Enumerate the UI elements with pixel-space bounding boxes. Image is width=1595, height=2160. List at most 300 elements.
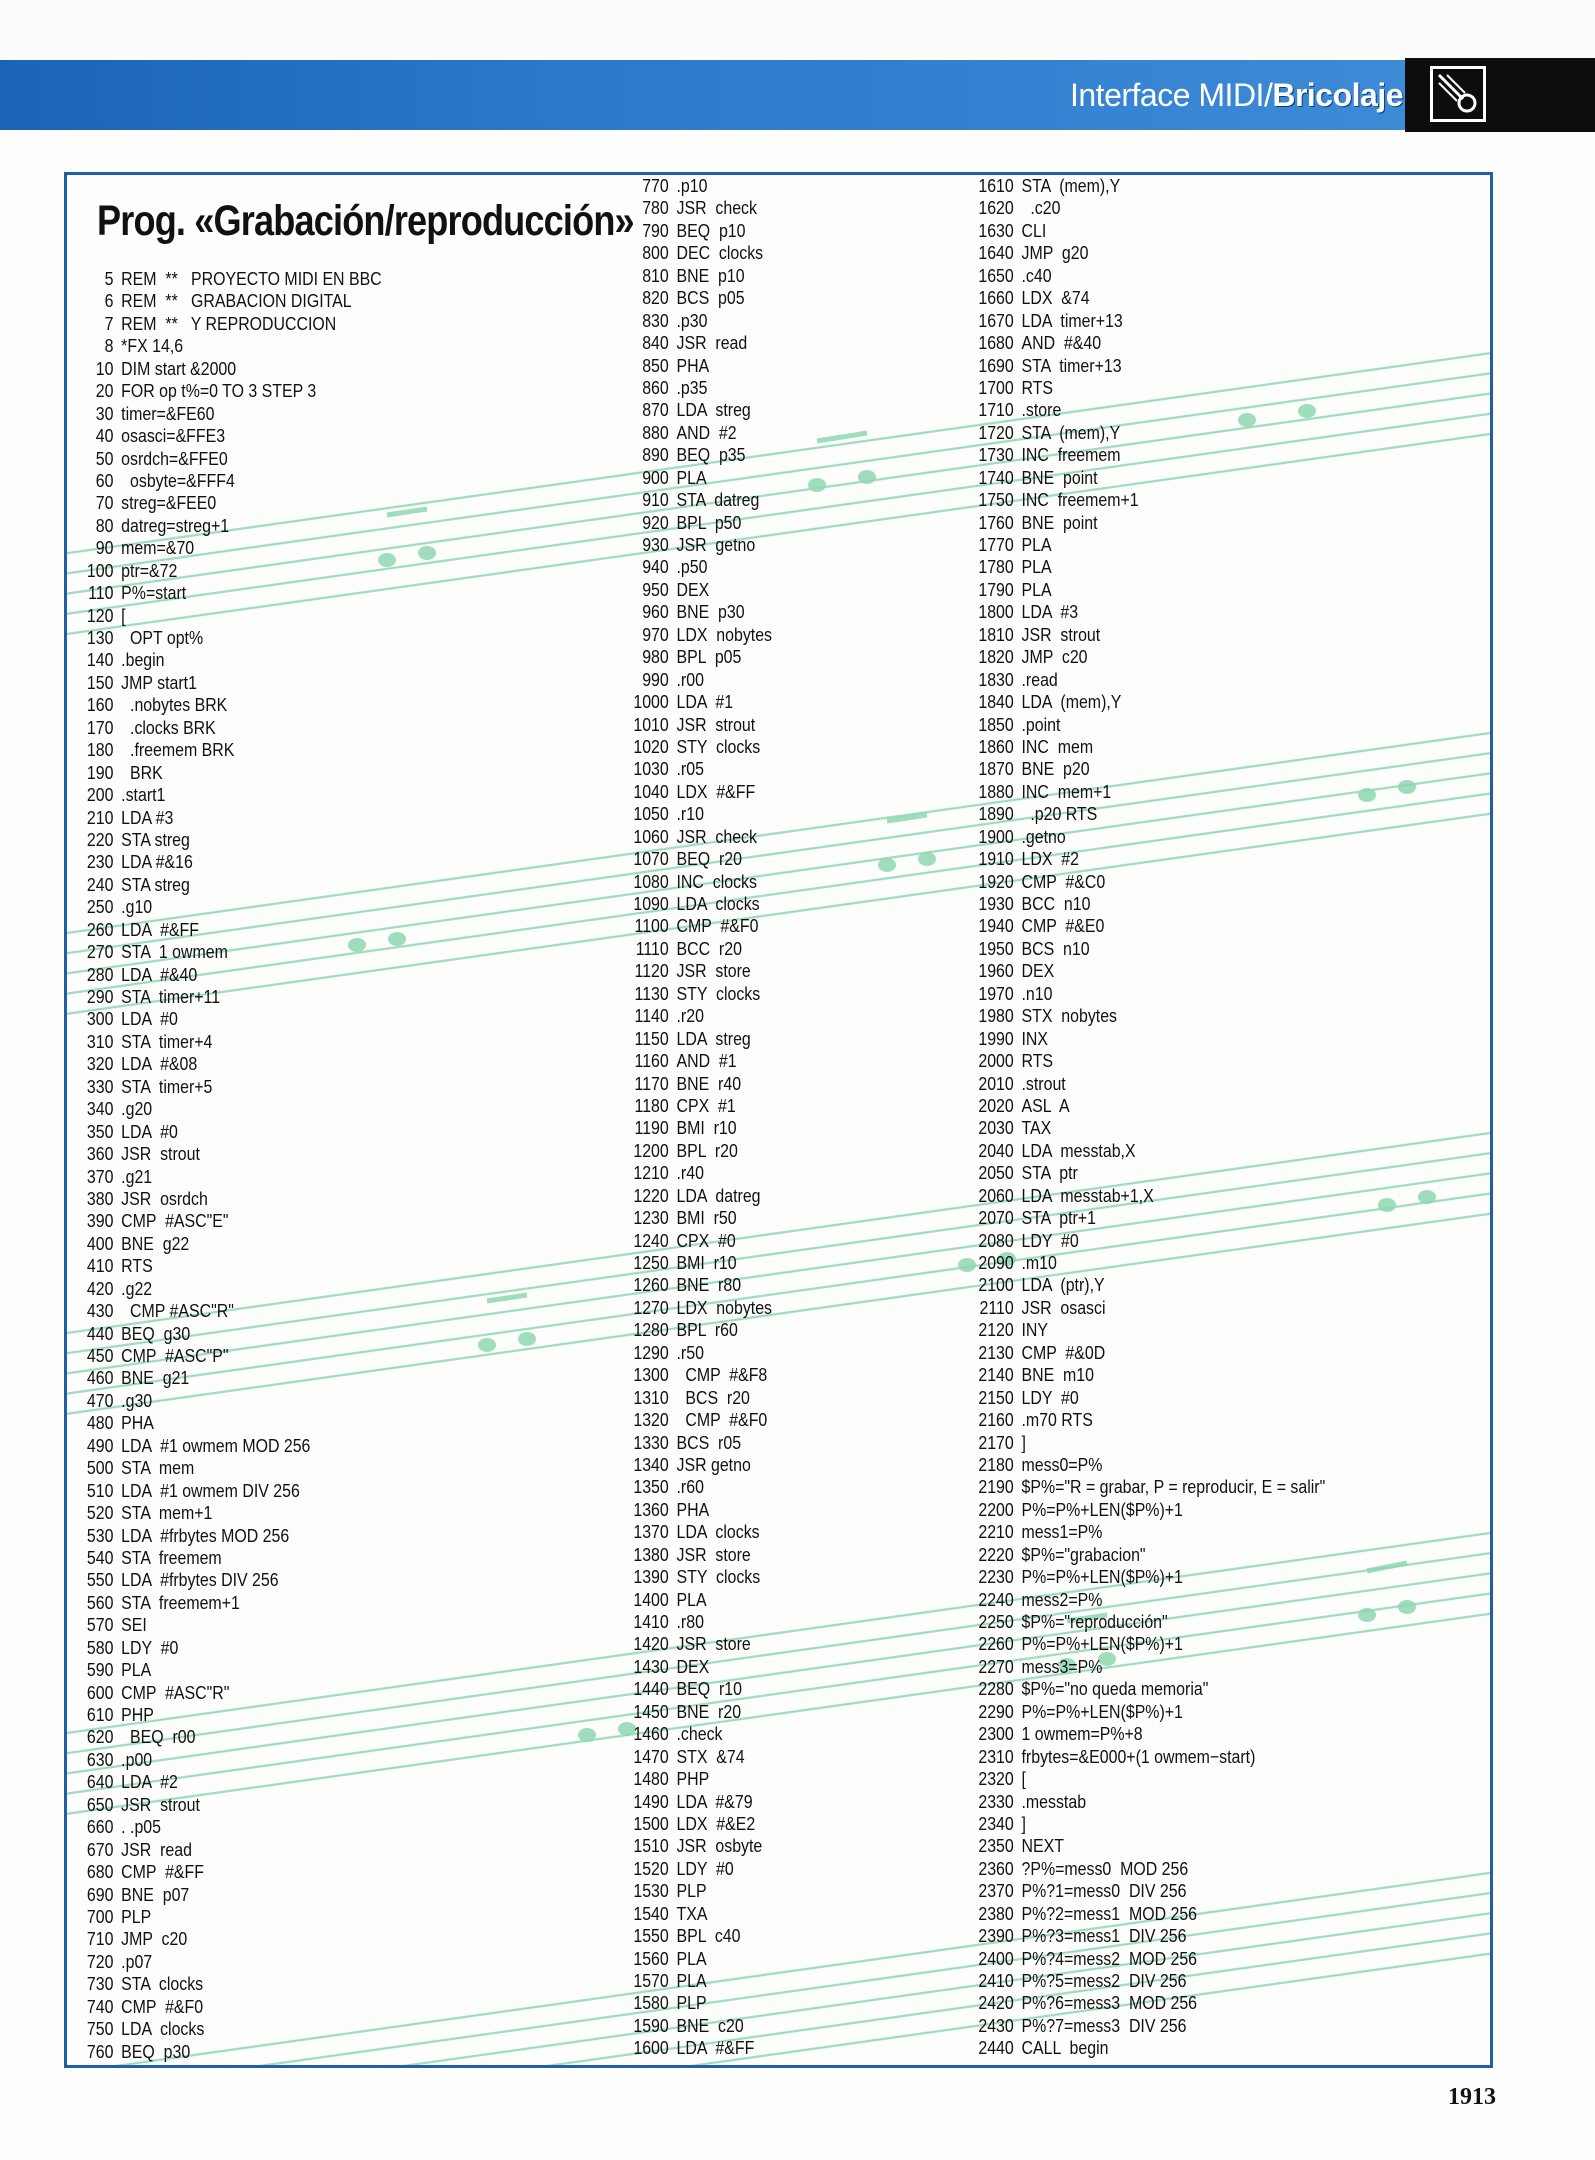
statement: .messtab [1021,1790,1087,1812]
code-line [957,332,1325,354]
code-line [957,1925,1325,1947]
line-number: 1220 [633,1184,669,1206]
line-number: 560 [86,1591,114,1613]
statement: timer=&FE60 [121,402,215,424]
code-line [957,848,1325,870]
code-line [957,669,1325,691]
code-line [957,1566,1325,1588]
line-number: 50 [95,447,114,469]
statement: BNE p07 [121,1883,190,1905]
code-line [612,422,772,444]
line-number: 1240 [633,1229,669,1251]
code-line [67,1166,382,1188]
line-number: 7 [104,312,114,334]
code-line [957,1521,1325,1543]
statement: PLA [1021,534,1052,555]
line-number: 20 [95,380,114,402]
code-line [957,1207,1325,1229]
statement: LDA #&16 [121,851,193,873]
line-number: 1740 [978,466,1014,488]
code-line [67,1480,382,1502]
line-number: 1750 [978,489,1014,511]
statement: JSR check [676,825,757,847]
code-line [67,582,382,604]
line-number: 1680 [978,332,1014,354]
line-number: 2090 [978,1252,1014,1273]
statement: LDX #&FF [676,780,756,802]
statement: .begin [121,649,165,671]
statement: .g21 [121,1165,153,1187]
code-line [67,448,382,470]
code-line [612,915,772,937]
code-line [957,1274,1325,1296]
code-line [67,560,382,582]
line-number: 2120 [978,1319,1014,1341]
statement: STA mem+1 [121,1502,213,1524]
statement: .strout [1021,1072,1066,1094]
statement: PHP [676,1768,710,1790]
line-number: 670 [86,1838,114,1860]
statement: ASL A [1021,1094,1070,1116]
code-line [67,1973,382,1995]
statement: CLI [1021,219,1047,241]
code-line [67,425,382,447]
code-line [957,1005,1325,1027]
code-line [67,1547,382,1569]
line-number: 1590 [633,2014,669,2036]
statement: . .p05 [121,1816,161,1838]
statement: P%?4=mess2 MOD 256 [1021,1947,1198,1969]
line-number: 930 [642,534,669,555]
statement: BNE c20 [676,2014,744,2036]
code-line [612,1678,772,1700]
code-line [612,714,772,736]
line-number: 2150 [978,1386,1014,1408]
line-number: 2220 [978,1543,1014,1565]
statement: STA freemem+1 [121,1591,240,1613]
statement: NEXT [1021,1835,1064,1857]
statement: mess0=P% [1021,1453,1103,1475]
statement: STA datreg [676,489,760,511]
code-line [612,1476,772,1498]
line-number: 1160 [634,1050,669,1072]
statement: ?P%=mess0 MOD 256 [1021,1857,1189,1879]
magnifier-icon [1430,66,1486,122]
code-line [67,1323,382,1345]
statement: STA clocks [121,1973,204,1995]
statement: BRK [121,761,163,783]
line-number: 220 [86,828,114,850]
line-number: 2290 [978,1700,1014,1722]
line-number: 550 [86,1569,114,1591]
code-line [957,736,1325,758]
code-line [957,691,1325,713]
line-number: 960 [642,601,669,623]
code-line [957,175,1325,197]
code-line [612,1521,772,1543]
code-line [67,1928,382,1950]
code-line [67,2041,382,2063]
line-number: 590 [86,1659,114,1681]
line-number: 620 [86,1726,114,1748]
code-line [67,874,382,896]
code-line [957,467,1325,489]
code-line [612,1970,772,1992]
statement: INX [1021,1027,1049,1049]
line-number: 730 [86,1973,114,1995]
code-line [957,556,1325,578]
statement: LDA datreg [676,1184,761,1206]
header-section: Interface MIDI/ [1069,77,1273,113]
statement: P%=P%+LEN($P%)+1 [1021,1498,1183,1520]
statement: PLP [676,1992,707,2014]
line-number: 270 [86,941,114,963]
line-number: 1610 [978,175,1014,196]
code-line [612,1162,772,1184]
line-number: 8 [104,335,114,357]
line-number: 580 [86,1636,114,1658]
code-line [957,871,1325,893]
statement: PHA [676,354,710,376]
statement: BNE r20 [676,1700,742,1722]
line-number: 2240 [978,1588,1014,1610]
code-line [67,807,382,829]
statement: FOR op t%=0 TO 3 STEP 3 [121,380,317,402]
statement: P%=P%+LEN($P%)+1 [1021,1700,1183,1722]
code-line [612,960,772,982]
statement: LDA clocks [121,2018,205,2040]
statement: *FX 14,6 [121,335,184,357]
statement: INC freemem+1 [1021,489,1139,511]
code-line [612,1499,772,1521]
statement: mem=&70 [121,537,195,559]
line-number: 1540 [633,1902,669,1924]
statement: LDX &74 [1021,287,1090,309]
line-number: 2030 [978,1117,1014,1139]
statement: LDA #0 [121,1008,178,1030]
code-line [957,1319,1325,1341]
code-line [612,669,772,691]
code-line [67,1951,382,1973]
line-number: 1780 [978,556,1014,578]
line-number: 2370 [978,1880,1014,1902]
code-line [612,1005,772,1027]
line-number: 1800 [978,601,1014,623]
code-line [612,893,772,915]
code-line [67,919,382,941]
code-line [67,627,382,649]
code-line [612,1903,772,1925]
statement: LDA messtab+1,X [1021,1184,1154,1206]
code-line [612,1701,772,1723]
line-number: 490 [86,1434,114,1456]
statement: PHP [121,1704,154,1725]
statement: LDA timer+13 [1021,309,1123,331]
code-line [67,896,382,918]
statement: BCS p05 [676,287,745,309]
code-line [67,829,382,851]
line-number: 1860 [978,735,1014,757]
line-number: 2310 [978,1745,1014,1767]
code-line [612,1835,772,1857]
statement: LDA streg [676,1027,751,1049]
line-number: 1790 [978,578,1014,600]
code-line [612,242,772,264]
code-line [67,515,382,537]
code-line [67,941,382,963]
statement: LDA #1 owmem MOD 256 [121,1434,311,1456]
listing-column-2 [612,175,798,2060]
line-number: 1710 [978,399,1014,421]
code-line [957,1948,1325,1970]
line-number: 1000 [633,691,669,713]
line-number: 1900 [978,825,1014,847]
code-line [612,1880,772,1902]
code-line [612,1992,772,2014]
statement: P%?2=mess1 MOD 256 [1021,1902,1198,1924]
statement: JSR read [676,332,748,354]
statement: BCS n10 [1021,937,1090,959]
line-number: 1150 [634,1027,669,1049]
line-number: 740 [86,1995,114,2017]
code-line [612,1925,772,1947]
statement: STA ptr+1 [1021,1207,1096,1229]
statement: CMP #&F8 [676,1364,768,1386]
statement: LDA #&79 [676,1790,753,1812]
code-line [957,377,1325,399]
code-line [612,467,772,489]
code-line [612,1566,772,1588]
code-line [957,489,1325,511]
code-line [67,717,382,739]
statement: .n10 [1021,982,1053,1004]
code-line [957,242,1325,264]
line-number: 60 [95,469,114,491]
line-number: 1360 [633,1498,669,1520]
code-line [612,1813,772,1835]
code-line [67,694,382,716]
line-number: 150 [86,671,114,693]
statement: BPL c40 [676,1925,741,1947]
statement: JMP c20 [1021,646,1088,668]
code-line [957,579,1325,601]
line-number: 2270 [978,1655,1014,1677]
statement: CMP #&F0 [676,915,759,937]
line-number: 2010 [978,1072,1014,1094]
line-number: 840 [642,332,669,354]
code-line [612,512,772,534]
statement: P%?5=mess2 DIV 256 [1021,1970,1187,1991]
statement: LDA #frbytes MOD 256 [121,1524,290,1546]
code-line [957,1454,1325,1476]
statement: STX &74 [676,1745,745,1767]
code-line [612,1432,772,1454]
statement: P%=start [121,582,187,604]
line-number: 1510 [633,1835,669,1857]
line-number: 290 [86,986,114,1007]
statement: STA mem [121,1457,195,1479]
line-number: 1810 [978,623,1014,645]
statement: CMP #&C0 [1021,870,1106,892]
statement: LDA #3 [1021,601,1079,623]
code-line [957,1297,1325,1319]
line-number: 890 [642,444,669,466]
line-number: 1660 [978,287,1014,309]
code-line [612,1364,772,1386]
code-line [957,355,1325,377]
line-number: 70 [95,492,114,514]
statement: PLA [676,1970,707,1991]
statement: BEQ p35 [676,444,746,466]
statement: JSR check [676,197,757,219]
code-line [612,1768,772,1790]
code-line [67,1008,382,1030]
code-line [612,1611,772,1633]
line-number: 650 [86,1793,114,1815]
code-line [612,1723,772,1745]
line-number: 2250 [978,1611,1014,1632]
line-number: 2200 [978,1498,1014,1520]
line-number: 320 [86,1053,114,1075]
line-number: 170 [86,716,114,738]
header-title [1070,70,1403,120]
line-number: 2320 [978,1768,1014,1790]
line-number: 450 [86,1345,114,1366]
line-number: 600 [86,1681,114,1703]
statement: JSR store [676,1633,751,1655]
code-line [957,512,1325,534]
code-line [957,2037,1325,2059]
line-number: 1410 [633,1611,669,1632]
code-line [612,1656,772,1678]
code-line [957,1791,1325,1813]
statement: PLA [676,1588,707,1610]
statement: .r40 [676,1162,704,1184]
code-line [957,197,1325,219]
code-line [67,1682,382,1704]
code-line [957,1633,1325,1655]
code-line [612,556,772,578]
statement: 1 owmem=P%+8 [1021,1723,1143,1745]
line-number: 1720 [978,421,1014,443]
line-number: 800 [642,242,669,264]
line-number: 2040 [978,1139,1014,1161]
code-line [67,1031,382,1053]
code-line [612,1185,772,1207]
code-line [612,332,772,354]
statement: LDX #&E2 [676,1812,756,1834]
line-number: 1080 [633,870,669,892]
statement: CMP #ASC"R" [121,1300,234,1322]
statement: DEC clocks [676,242,764,264]
statement: REM ** PROYECTO MIDI EN BBC [121,268,382,289]
code-line [67,1053,382,1075]
code-line [957,2015,1325,2037]
code-line [957,399,1325,421]
statement: REM ** GRABACION DIGITAL [121,290,352,312]
statement: STA streg [121,873,190,895]
statement: BCS r05 [676,1431,742,1453]
code-line [612,534,772,556]
line-number: 1200 [633,1139,669,1161]
line-number: 1940 [978,915,1014,937]
statement: P%?1=mess0 DIV 256 [1021,1880,1187,1902]
code-line [67,784,382,806]
statement: .freemem BRK [121,739,235,761]
code-line [67,1412,382,1434]
statement: .r05 [676,758,704,780]
statement: streg=&FEE0 [121,492,217,514]
statement: .point [1021,713,1061,735]
statement: LDY #0 [676,1857,734,1879]
code-line [612,1746,772,1768]
code-line [612,1252,772,1274]
code-line [67,739,382,761]
code-line [957,1409,1325,1431]
code-line [957,1992,1325,2014]
line-number: 1480 [633,1768,669,1790]
line-number: 1330 [633,1431,669,1453]
line-number: 480 [86,1412,114,1434]
line-number: 1430 [633,1655,669,1677]
statement: TXA [676,1902,708,1924]
code-line [67,268,382,290]
code-line [67,1569,382,1591]
code-line [957,1476,1325,1498]
line-number: 160 [86,694,114,716]
statement: .g20 [121,1098,153,1120]
line-number: 260 [86,918,114,940]
line-number: 140 [86,649,114,671]
code-line [612,310,772,332]
line-number: 2330 [978,1790,1014,1812]
statement: CMP #&F0 [676,1409,768,1431]
code-line [67,470,382,492]
line-number: 1250 [633,1252,669,1273]
statement: .m10 [1021,1252,1057,1273]
code-line [612,624,772,646]
statement: osasci=&FFE3 [121,425,226,447]
statement: frbytes=&E000+(1 owmem−start) [1021,1745,1256,1767]
line-number: 1380 [633,1543,669,1565]
code-line [612,2015,772,2037]
code-line [612,938,772,960]
line-number: 90 [95,537,114,559]
statement: .store [1021,399,1062,421]
statement: BPL p50 [676,511,742,533]
line-number: 1090 [633,893,669,914]
listing-column-3 [957,175,1385,2060]
statement: CMP #&E0 [1021,915,1105,937]
line-number: 780 [642,197,669,219]
code-line [957,915,1325,937]
line-number: 1560 [633,1947,669,1969]
statement: osbyte=&FFF4 [121,469,235,491]
line-number: 680 [86,1861,114,1883]
statement: STA (mem),Y [1021,421,1121,443]
line-number: 1770 [978,534,1014,555]
statement: STA timer+5 [121,1075,213,1097]
statement: PLA [121,1659,152,1681]
statement: LDY #0 [121,1636,179,1658]
code-line [957,1117,1325,1139]
statement: BEQ r00 [121,1726,196,1748]
code-line [612,2037,772,2059]
statement: LDA #&40 [121,963,198,985]
code-line [957,1162,1325,1184]
code-line [612,287,772,309]
code-line [957,1342,1325,1364]
